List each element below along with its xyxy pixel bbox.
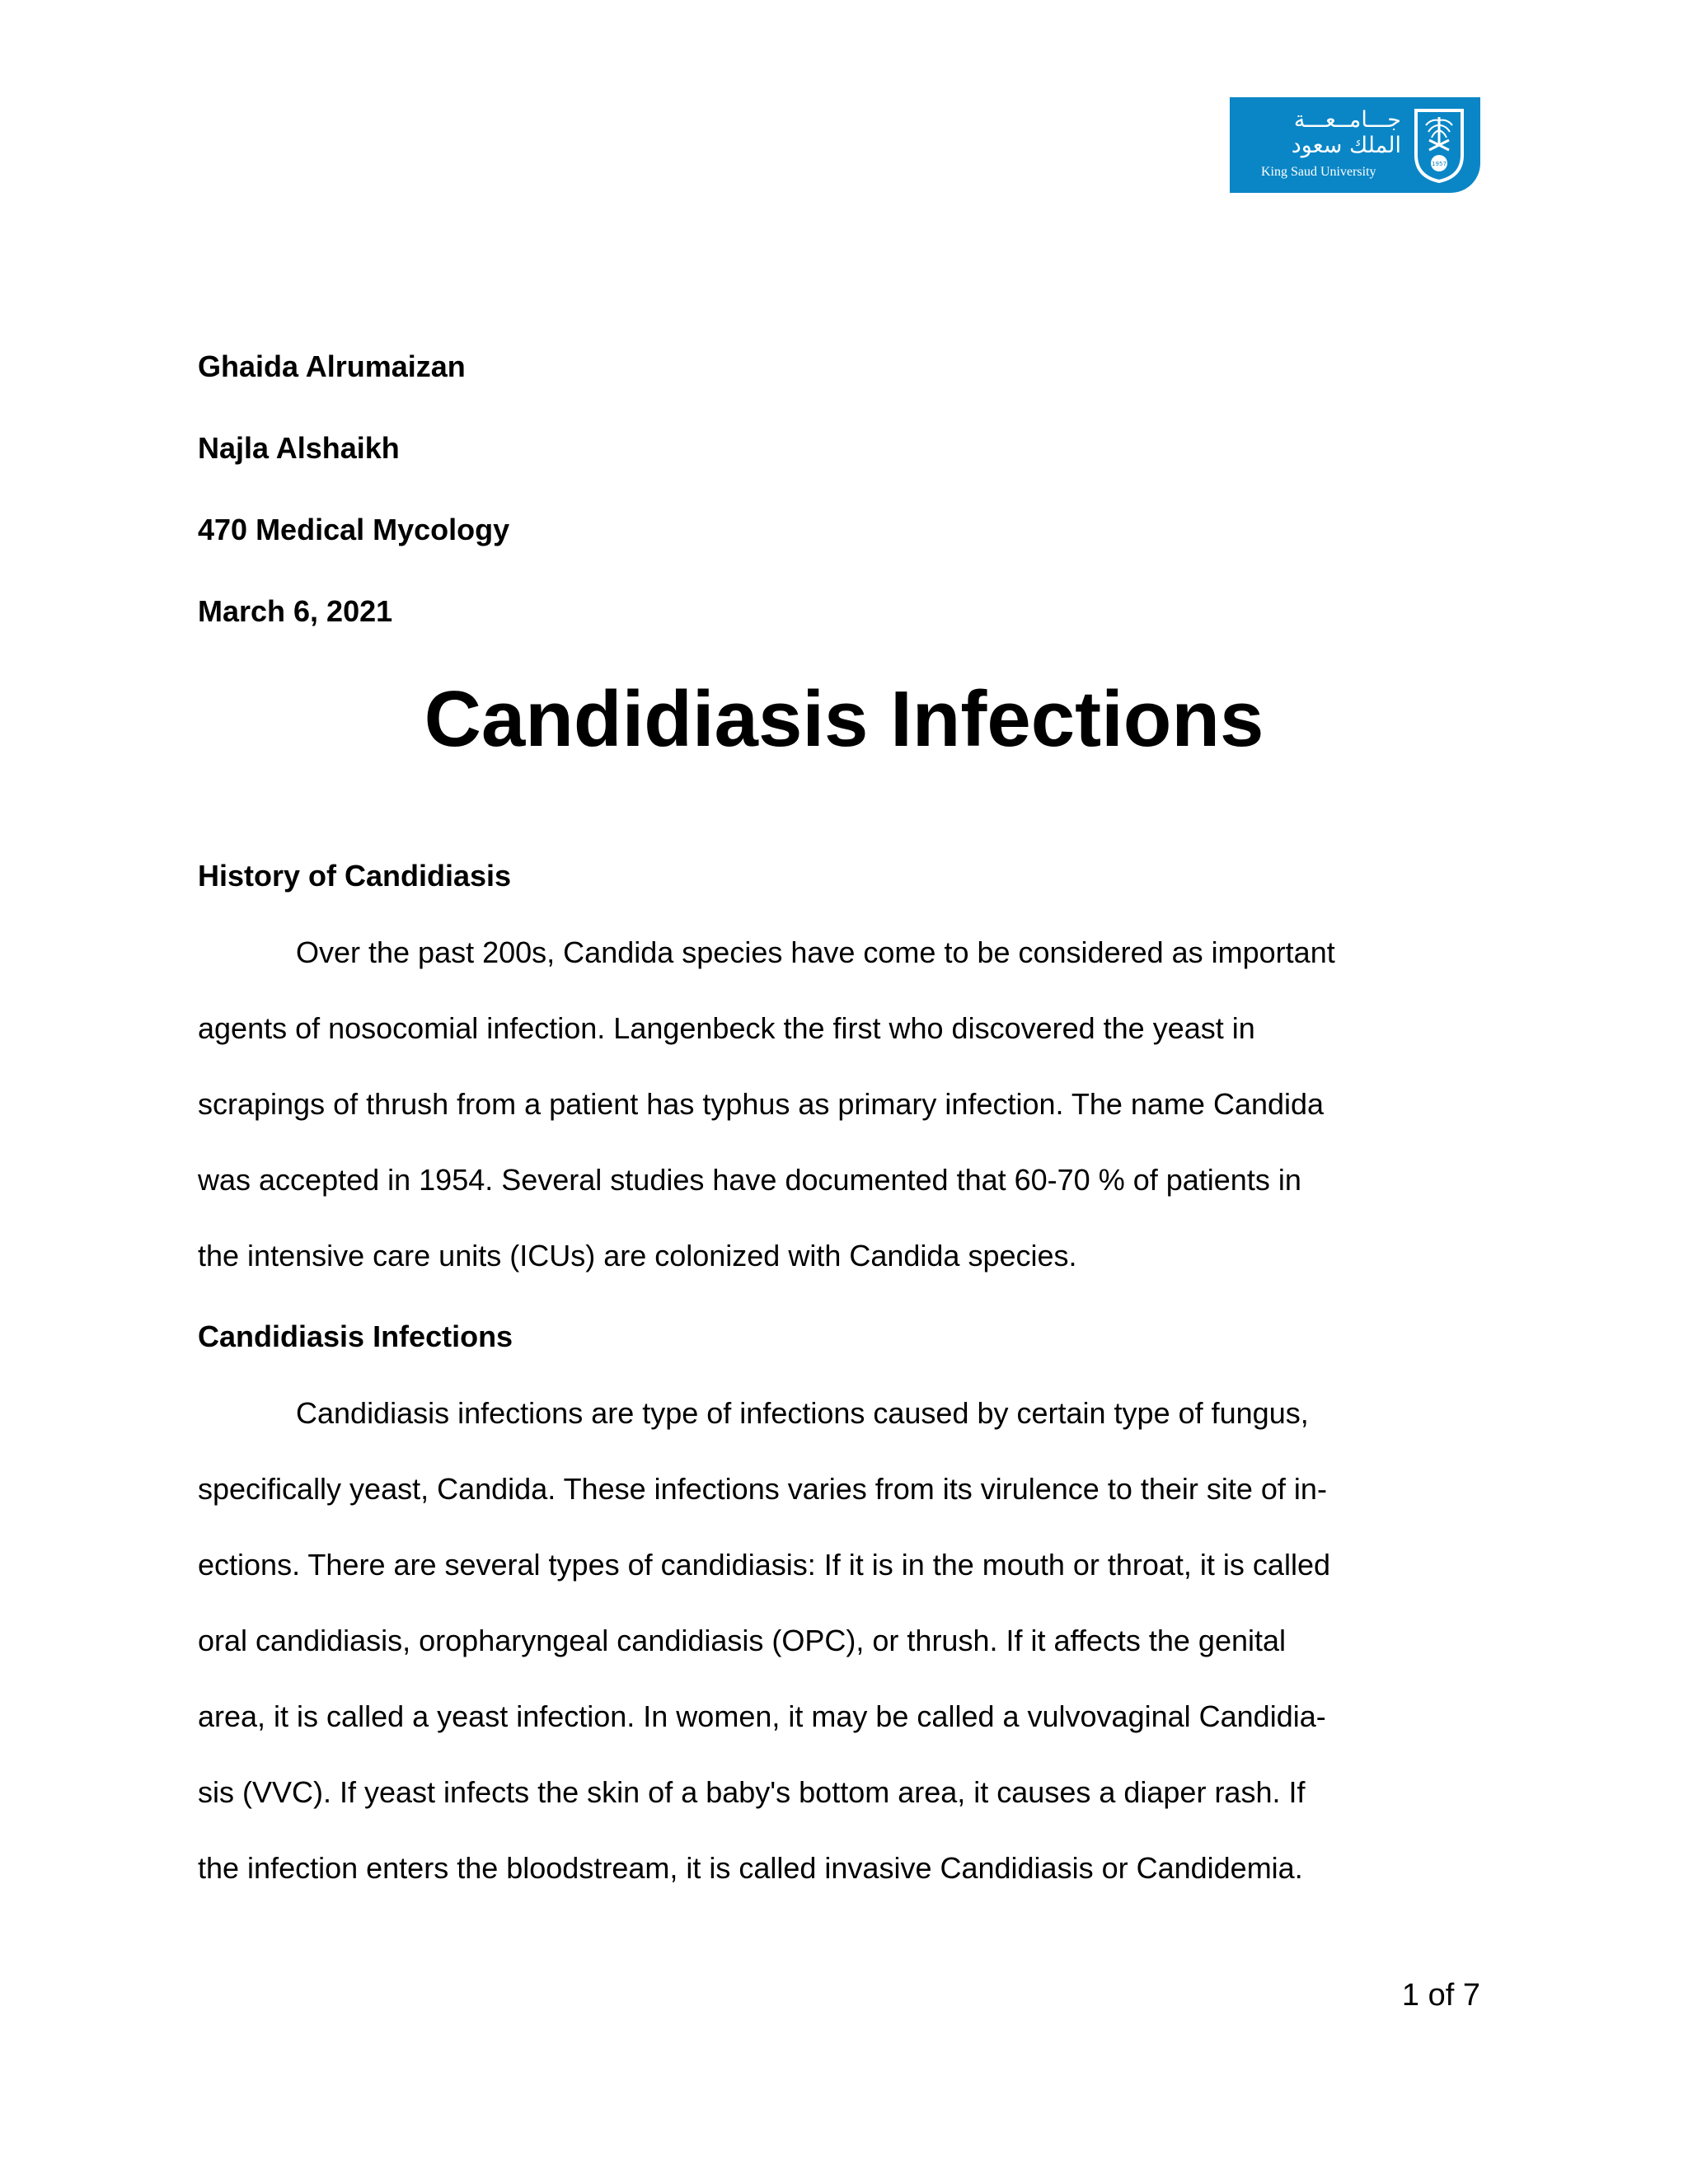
course-name: 470 Medical Mycology xyxy=(198,513,510,546)
paragraph-line: was accepted in 1954. Several studies have documented that 60-70 % of patients in xyxy=(198,1163,1301,1197)
author-name-1: Ghaida Alrumaizan xyxy=(198,349,466,383)
paragraph-line: the infection enters the bloodstream, it is called invasive Candidiasis or Candidemia. xyxy=(198,1851,1303,1885)
paragraph-line: sis (VVC). If yeast infects the skin of a baby's bottom area, it causes a diaper rash. If xyxy=(198,1775,1306,1809)
paragraph-line: area, it is called a yeast infection. In women, it may be called a vulvovaginal Candidia- xyxy=(198,1699,1326,1733)
paragraph-line: ections. There are several types of candidiasis: If it is in the mouth or throat, it is called xyxy=(198,1548,1330,1582)
paragraph-line: agents of nosocomial infection. Langenbeck the first who discovered the yeast in xyxy=(198,1011,1255,1045)
logo-arabic-text-line-2: الملك سعود xyxy=(1291,133,1401,158)
document-date: March 6, 2021 xyxy=(198,594,393,628)
page-number: 1 of 7 xyxy=(1401,1978,1480,2013)
logo-english-text: King Saud University xyxy=(1261,165,1376,179)
paragraph-line: oral candidiasis, oropharyngeal candidiasis (OPC), or thrush. If it affects the genital xyxy=(198,1624,1287,1657)
section-heading-infections: Candidiasis Infections xyxy=(198,1319,513,1353)
author-name-2: Najla Alshaikh xyxy=(198,431,400,465)
paragraph-line: specifically yeast, Candida. These infections varies from its virulence to their site of in- xyxy=(198,1472,1327,1506)
section-heading-history: History of Candidiasis xyxy=(198,859,512,893)
seal-year: 1957 xyxy=(1432,161,1447,167)
paragraph-line: Over the past 200s, Candida species have come to be considered as important xyxy=(296,935,1335,969)
paragraph-line: the intensive care units (ICUs) are colonized with Candida species. xyxy=(198,1239,1077,1272)
paragraph-line: scrapings of thrush from a patient has typhus as primary infection. The name Candida xyxy=(198,1087,1325,1121)
logo-arabic-text-line-1: جـــامــعـــة xyxy=(1293,107,1401,133)
university-seal-icon xyxy=(1413,107,1465,183)
university-logo xyxy=(1230,97,1480,193)
paragraph-line: Candidiasis infections are type of infections caused by certain type of fungus, xyxy=(296,1396,1309,1430)
document-title: Candidiasis Infections xyxy=(424,675,1264,763)
